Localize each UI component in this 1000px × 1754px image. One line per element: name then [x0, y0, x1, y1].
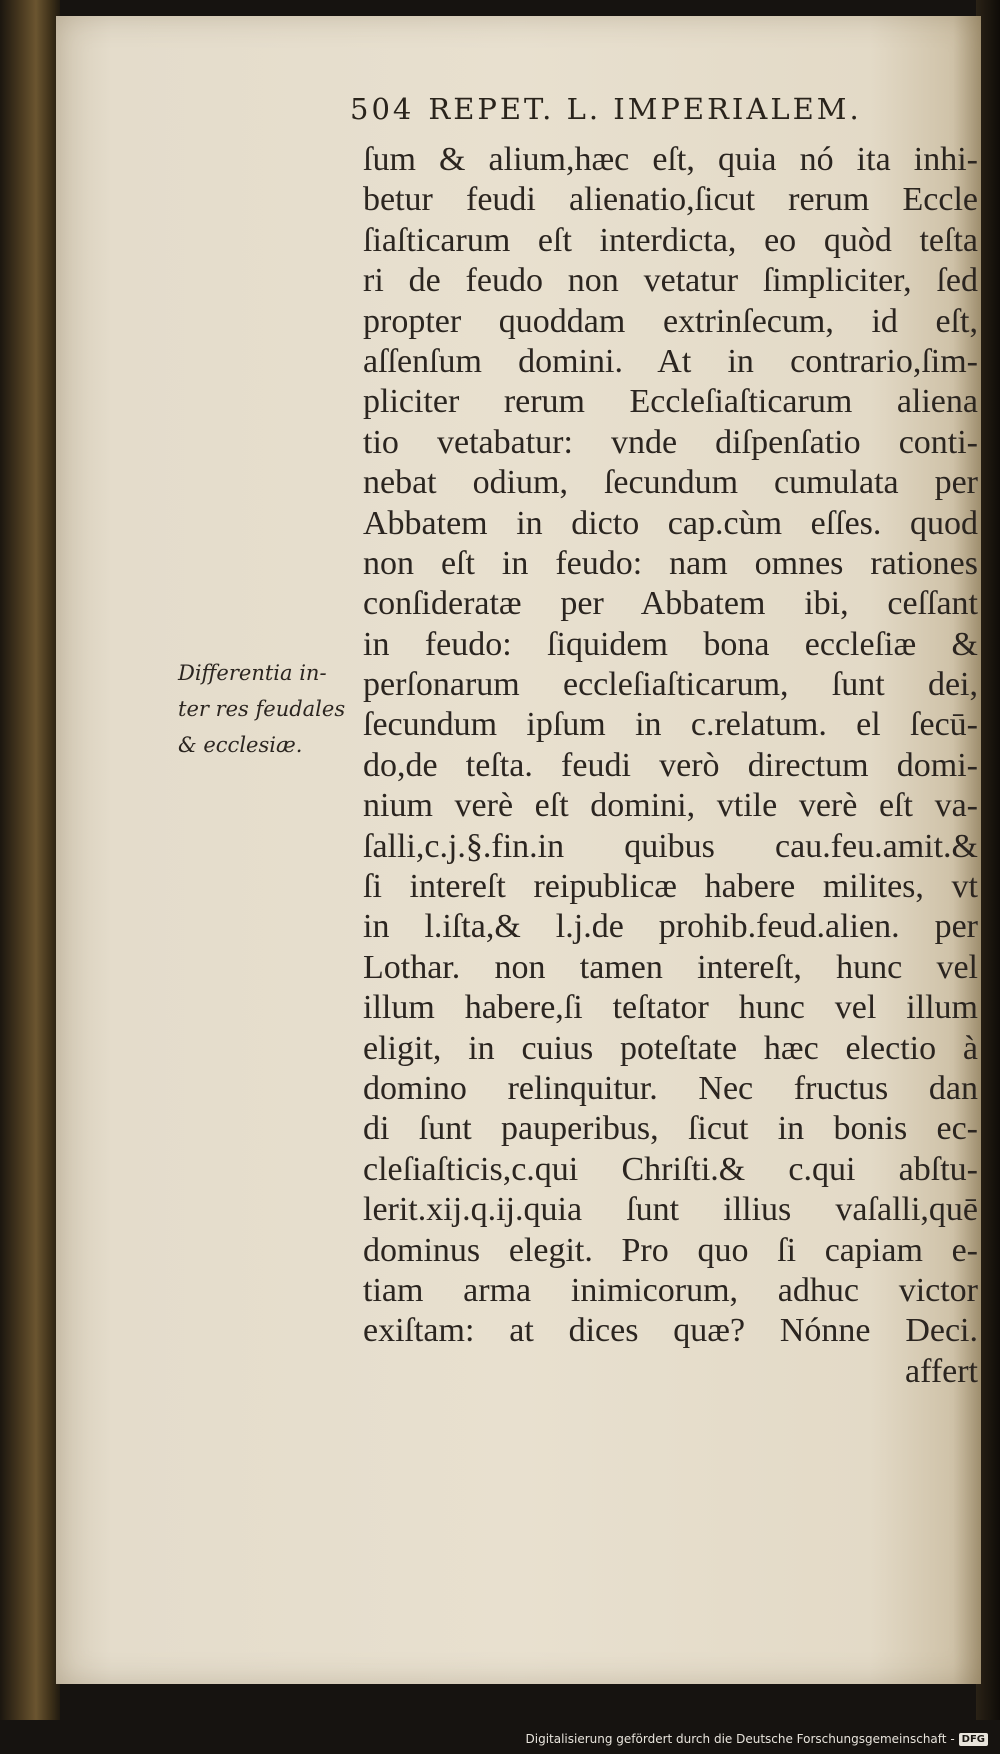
text-line: nebat odium, ſecundum cumulata per	[363, 464, 978, 502]
text-line: ſum & alium,hæc eſt, quia nó ita inhi-	[363, 141, 978, 178]
text-line: propter quoddam extrinſecum, id eſt,	[363, 302, 978, 340]
running-header	[350, 92, 930, 126]
text-line: illum habere,ſi teſtator hunc vel illum	[363, 989, 978, 1027]
text-line: ſalli,c.j.§.fin.in quibus cau.feu.amit.&	[363, 827, 978, 865]
text-line: exiſtam: at dices quæ? Nónne Deci.	[363, 1312, 978, 1350]
text-line: in feudo: ſiquidem bona eccleſiæ &	[363, 625, 978, 663]
text-line: ſi intereſt reipublicæ habere milites, vt	[363, 868, 978, 906]
text-line: perſonarum eccleſiaſticarum, ſunt dei,	[363, 666, 978, 704]
text-line: tio vetabatur: vnde diſpenſatio conti-	[363, 423, 978, 461]
text-line: dominus elegit. Pro quo ſi capiam e-	[363, 1231, 978, 1269]
text-line: conſideratæ per Abbatem ibi, ceſſant	[363, 585, 978, 623]
margin-note-line: Differentia in-	[178, 661, 327, 685]
margin-note-line: & ecclesiæ.	[178, 733, 303, 757]
text-line: ſecundum ipſum in c.relatum. el ſecū-	[363, 706, 978, 744]
text-line: lerit.xij.q.ij.quia ſunt illius vaſalli,quē	[363, 1191, 978, 1229]
text-line: eligit, in cuius poteſtate hæc electio à	[363, 1029, 978, 1067]
text-line: non eſt in feudo: nam omnes rationes	[363, 544, 978, 582]
margin-note-line: ter res feudales	[178, 697, 346, 721]
text-line: tiam arma inimicorum, adhuc victor	[363, 1271, 978, 1309]
text-line: domino relinquitur. Nec fructus dan	[363, 1069, 978, 1107]
margin-note	[178, 655, 356, 763]
credit-text: Digitalisierung gefördert durch die Deutsche Forschungsgemeinschaft -	[525, 1732, 955, 1746]
body-text	[363, 140, 978, 1392]
catchword: affert	[905, 1352, 978, 1390]
page-number: 504	[350, 92, 415, 126]
text-line: do,de teſta. feudi verò directum domi-	[363, 746, 978, 784]
text-line: cleſiaſticis,c.qui Chriſti.& c.qui abſtu-	[363, 1150, 978, 1188]
text-line: di ſunt pauperibus, ſicut in bonis ec-	[363, 1110, 978, 1148]
text-line: nium verè eſt domini, vtile verè eſt va-	[363, 787, 978, 825]
text-line: ri de feudo non vetatur ſimpliciter, ſed	[363, 262, 978, 300]
text-line: Lothar. non tamen intereſt, hunc vel	[363, 948, 978, 986]
text-line: in l.iſta,& l.j.de prohib.feud.alien. per	[363, 908, 978, 946]
running-title: REPET. L. IMPERIALEM.	[428, 92, 862, 126]
text-line: betur feudi alienatio,ſicut rerum Eccle	[363, 181, 978, 219]
text-line: aſſenſum domini. At in contrario,ſim-	[363, 342, 978, 380]
text-line: pliciter rerum Eccleſiaſticarum aliena	[363, 383, 978, 421]
book-spine-edge	[0, 0, 60, 1720]
text-line: ſiaſticarum eſt interdicta, eo quòd teſta	[363, 221, 978, 259]
digitization-credit	[526, 1732, 989, 1746]
dfg-logo: DFG	[959, 1733, 988, 1746]
text-line: Abbatem in dicto cap.cùm eſſes. quod	[363, 504, 978, 542]
